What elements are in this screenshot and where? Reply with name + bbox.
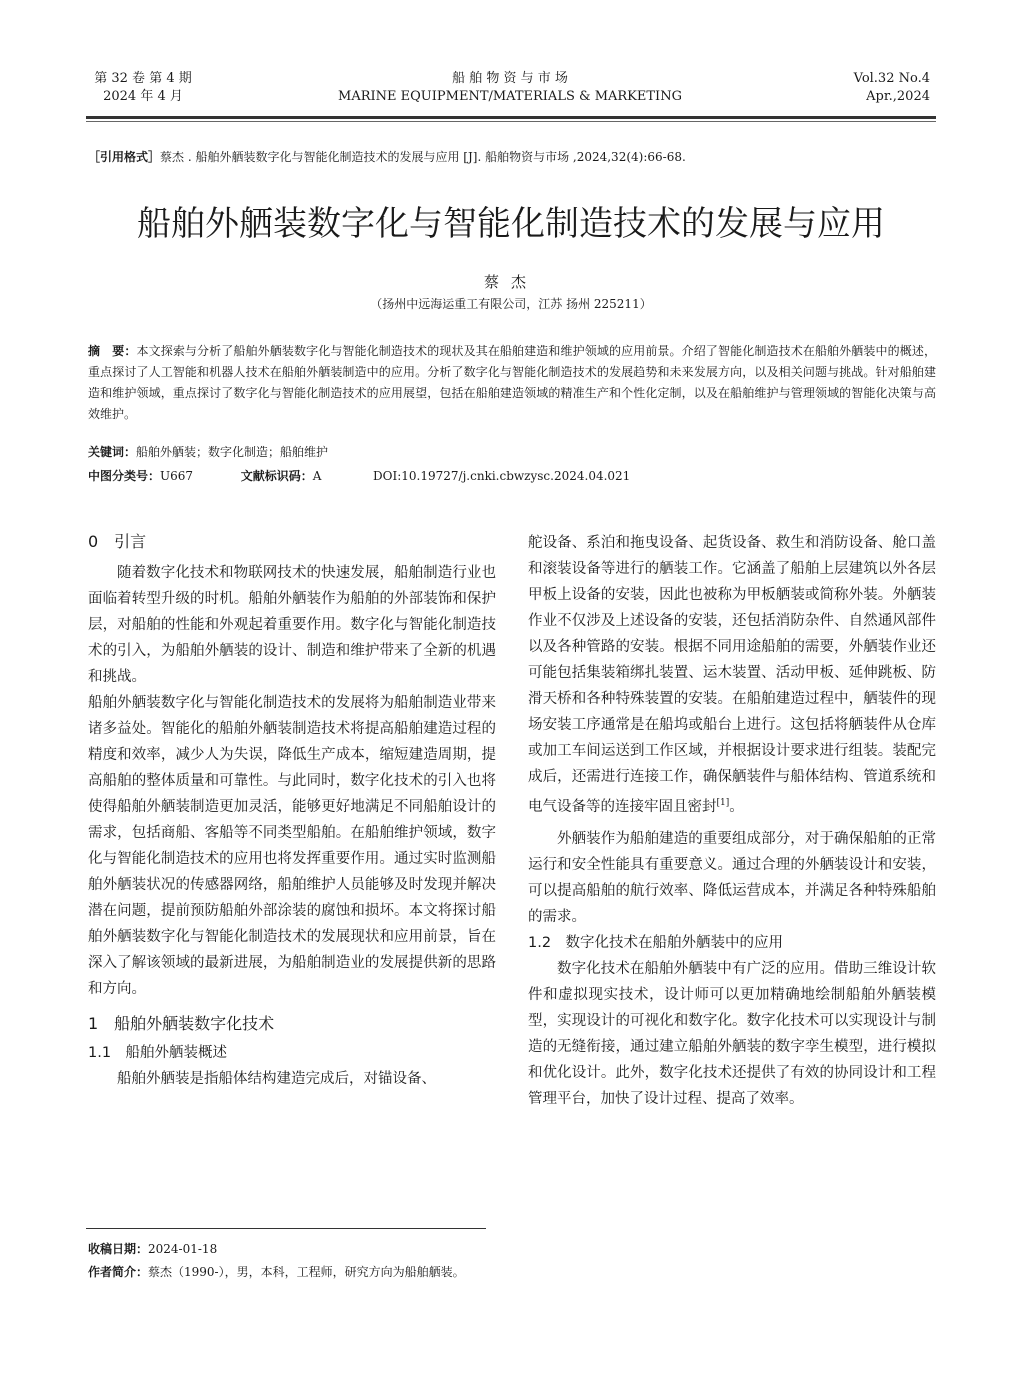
doc-code-value: A <box>312 469 322 483</box>
paragraph: 外舾装作为船舶建造的重要组成部分，对于确保船舶的正常运行和安全性能具有重要意义。通过合理的外舾装设计和安装，可以提高船舶的航行效率、降低运营成本，并满足各种特殊船舶的需求。 <box>528 830 936 925</box>
journal-name-en: MARINE EQUIPMENT/MATERIALS & MARKETING <box>338 89 682 104</box>
keywords-text: 船舶外舾装；数字化制造；船舶维护 <box>136 445 329 459</box>
clc-value: U667 <box>160 469 194 483</box>
doi: DOI:10.19727/j.cnki.cbwzysc.2024.04.021 <box>373 469 631 483</box>
received-label: 收稿日期： <box>88 1242 149 1256</box>
abstract-text: 本文探索与分析了船舶外舾装数字化与智能化制造技术的现状及其在船舶建造和维护领域的应用前景。介绍了智能化制造技术在船舶外舾装中的概述，重点探讨了人工智能和机器人技术在船舶外舾装制造中的应用。分析了数字化与智能化制造技术的发展趋势和未来发展方向，以及相关问题与挑战。针对船舶建造和维护领域，重点探讨了数字化与智能化制造技术的应用展望，包括在船舶建造领域的精准生产和个性化定制，以及在船舶维护与管理领域的智能化决策与高效维护。 <box>88 344 936 421</box>
paragraph: 数字化技术在船舶外舾装中有广泛的应用。借助三维设计软件和虚拟现实技术，设计师可以更加精确地绘制船舶外舾装模型，实现设计的可视化和数字化。数字化技术可以实现设计与制造的无缝衔接，通过建立船舶外舾装的数字孪生模型，进行模拟和优化设计。此外，数字化技术还提供了有效的协同设计和工程管理平台，加快了设计过程、提高了效率。 <box>528 960 936 1107</box>
journal-name <box>300 70 720 106</box>
abstract-label: 摘 要： <box>88 344 137 358</box>
section-heading-0: 0 引言 <box>88 532 147 551</box>
paper-title: 船舶外舾装数字化与智能化制造技术的发展与应用 <box>137 204 885 244</box>
citation-label: ［引用格式］ <box>88 150 161 164</box>
paragraph: 船舶外舾装数字化与智能化制造技术的发展将为船舶制造业带来诸多益处。智能化的船舶外舾装制造技术将提高船舶建造过程的精度和效率，减少人为失误，降低生产成本，缩短建造周期，提高船舶的整体质量和可靠性。与此同时，数字化技术的引入也将使得船舶外舾装制造更加灵活，能够更好地满足不同船舶设计的需求，包括商船、客船等不同类型船舶。在船舶维护领域，数字化与智能化制造技术的应用也将发挥重要作用。通过实时监测船舶外舾装状况的传感器网络，船舶维护人员能够及时发现并解决潜在问题，提前预防船舶外部涂装的腐蚀和损坏。本文将探讨船舶外舾装数字化与智能化制造技术的发展现状和应用前景，旨在深入了解该领域的最新进展，为船舶制造业的发展提供新的思路和方向。 <box>88 695 496 997</box>
left-column <box>88 530 496 1092</box>
author-name: 蔡杰 <box>483 273 538 291</box>
keywords-label: 关键词： <box>88 445 137 459</box>
header-rule-thin <box>86 121 936 122</box>
paragraph: 随着数字化技术和物联网技术的快速发展，船舶制造行业也面临着转型升级的时机。船舶外舾装作为船舶的外部装饰和保护层，对船舶的性能和外观起着重要作用。数字化与智能化制造技术的引入，为船舶外舾装的设计、制造和维护带来了全新的机遇和挑战。 <box>88 565 496 685</box>
subsection-heading-1-2: 1.2 数字化技术在船舶外舾装中的应用 <box>528 934 784 951</box>
issue-date-en: Apr.,2024 <box>866 89 930 104</box>
reference-marker: [1] <box>716 798 730 808</box>
received-value: 2024-01-18 <box>148 1242 218 1256</box>
journal-issue <box>88 70 198 106</box>
citation <box>88 149 938 165</box>
journal-issue-en <box>790 70 930 106</box>
citation-text: 蔡杰 . 船舶外舾装数字化与智能化制造技术的发展与应用 [J]. 船舶物资与市场 ,2024,32(4):66-68. <box>160 150 686 164</box>
paragraph: 船舶外舾装是指船体结构建造完成后，对锚设备、 <box>117 1071 436 1087</box>
bio-label: 作者简介： <box>88 1265 149 1279</box>
received-date <box>88 1240 217 1258</box>
doc-code-label: 文献标识码： <box>240 469 313 483</box>
right-column <box>528 530 936 1112</box>
journal-name-cn: 船 舶 物 资 与 市 场 <box>452 71 568 86</box>
bio-value: 蔡杰（1990-），男，本科，工程师，研究方向为船舶舾装。 <box>148 1265 465 1279</box>
paragraph <box>528 530 936 820</box>
issue-date: 2024 年 4 月 <box>103 89 183 104</box>
keywords <box>88 443 936 461</box>
paragraph-end: 。 <box>729 798 744 815</box>
issue-volume-en: Vol.32 No.4 <box>853 71 930 86</box>
abstract <box>88 341 936 425</box>
section-heading-1: 1 船舶外舾装数字化技术 <box>88 1014 275 1033</box>
author-bio <box>88 1263 465 1281</box>
issue-volume: 第 32 卷 第 4 期 <box>94 71 192 86</box>
header-rule <box>86 116 936 119</box>
author-affiliation: （扬州中远海运重工有限公司，江苏 扬州 225211） <box>370 297 652 311</box>
clc-label: 中图分类号： <box>88 469 161 483</box>
paragraph-text: 舵设备、系泊和拖曳设备、起货设备、救生和消防设备、舱口盖和滚装设备等进行的舾装工作。它涵盖了船舶上层建筑以外各层甲板上设备的安装，因此也被称为甲板舾装或简称外装。外舾装作业不仅涉及上述设备的安装，还包括消防杂件、自然通风部件以及各种管路的安装。根据不同用途船舶的需要，外舾装作业还可能包括集装箱绑扎装置、运木装置、活动甲板、延伸跳板、防滑天桥和各种特殊装置的安装。在船舶建造过程中，舾装件的现场安装工序通常是在船坞或船台上进行。这包括将舾装件从仓库或加工车间运送到工作区域，并根据设计要求进行组装。装配完成后，还需进行连接工作，确保舾装件与船体结构、管道系统和电气设备等的连接牢固且密封 <box>528 535 936 815</box>
classification <box>88 467 936 485</box>
subsection-heading-1-1: 1.1 船舶外舾装概述 <box>88 1045 228 1061</box>
footnote-rule <box>86 1228 486 1229</box>
